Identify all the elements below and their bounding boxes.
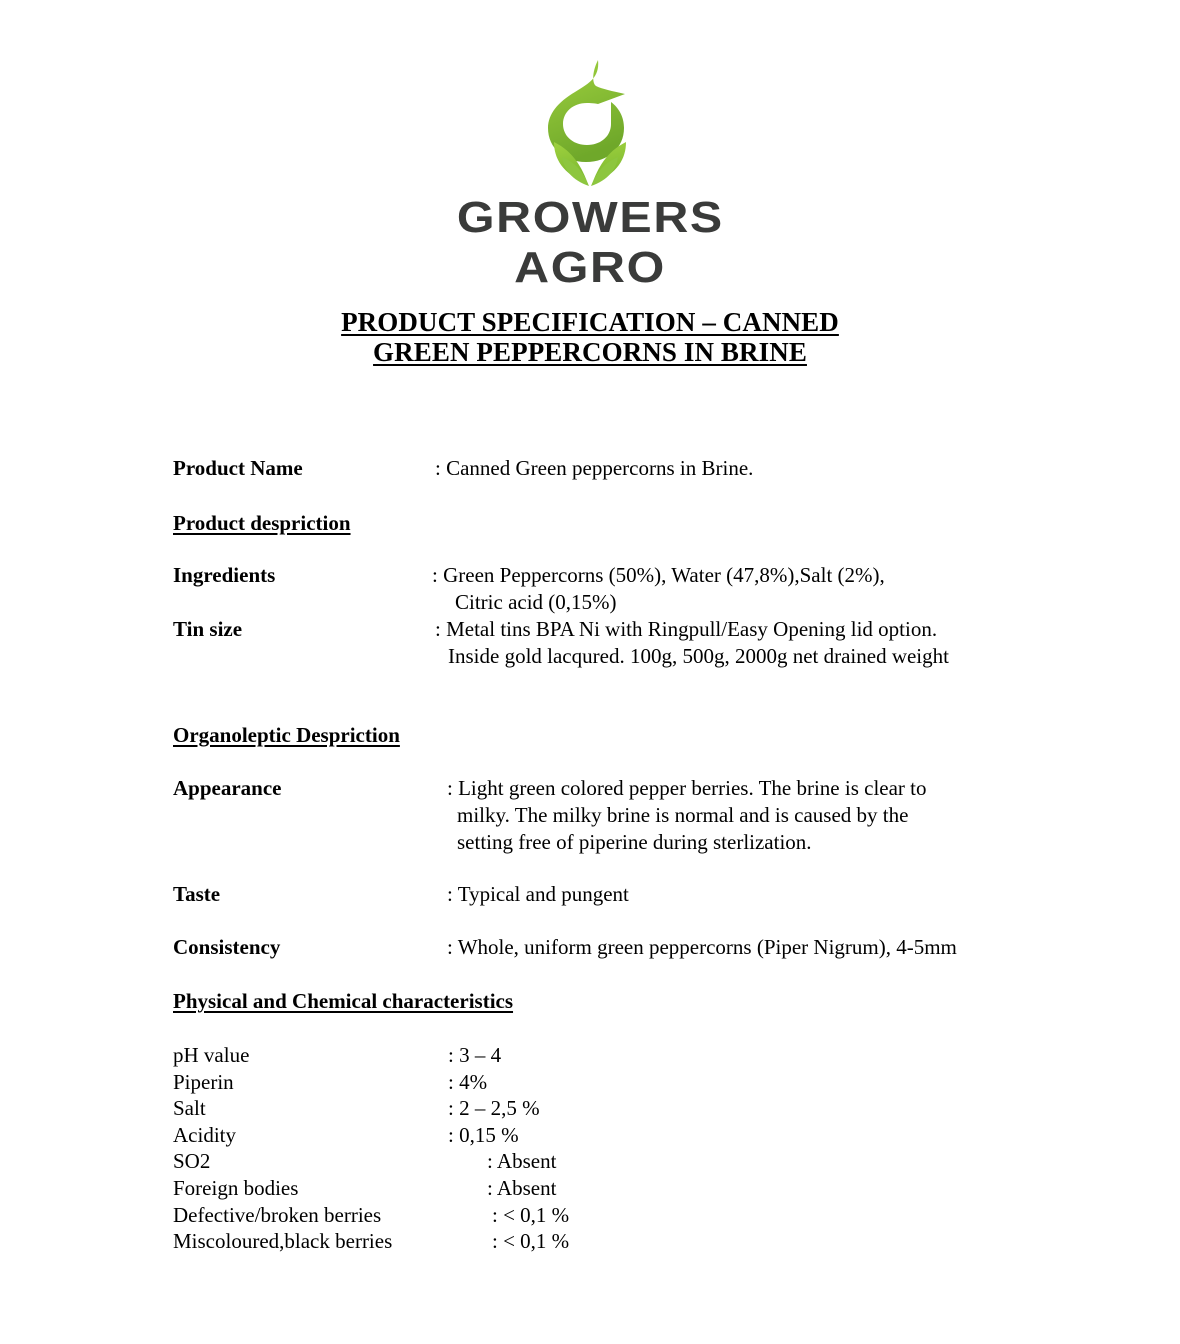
ingredients-label: Ingredients: [173, 563, 276, 587]
physical-chemical-row-label: Foreign bodies: [173, 1176, 299, 1200]
consistency-value: : Whole, uniform green peppercorns (Piper Nigrum), 4-5mm: [447, 935, 957, 959]
physical-chemical-row-value: : < 0,1 %: [492, 1202, 570, 1227]
physical-chemical-row-label: Defective/broken berries: [173, 1202, 382, 1227]
physical-chemical-row-label: SO2: [173, 1149, 211, 1174]
consistency-label: Consistency: [173, 935, 281, 959]
section-physical-chemical-heading: [173, 988, 513, 1015]
section-physical-chemical-heading-text: Physical and Chemical characteristics: [173, 989, 514, 1013]
physical-chemical-row-value: : 4%: [448, 1069, 488, 1094]
section-product-description-heading-text: Product despriction: [173, 511, 351, 535]
physical-chemical-row-label: Miscoloured,black berries: [173, 1229, 393, 1254]
section-organoleptic-heading-text: Organoleptic Despriction: [173, 723, 400, 747]
product-name-label: Product Name: [173, 456, 303, 480]
tin-size-label: Tin size: [173, 617, 243, 641]
physical-chemical-row-label: Acidity: [173, 1122, 236, 1147]
physical-chemical-row-label: Piperin: [173, 1069, 234, 1094]
tin-size-value-line-1: : Metal tins BPA Ni with Ringpull/Easy Opening lid option.: [435, 617, 938, 641]
brand-logo: [0, 58, 1180, 290]
section-product-description-heading: [173, 510, 351, 537]
physical-chemical-row-value: : 2 – 2,5 %: [448, 1096, 540, 1121]
ingredients-value-line-2: Citric acid (0,15%): [455, 590, 617, 614]
document-title: [0, 307, 1180, 367]
physical-chemical-row-value: : 0,15 %: [448, 1122, 519, 1147]
tin-size-value-line-2: Inside gold lacqured. 100g, 500g, 2000g net drained weight: [448, 644, 949, 668]
physical-chemical-row-label: Salt: [173, 1096, 206, 1121]
document-title-line-2: GREEN PEPPERCORNS IN BRINE: [373, 337, 807, 367]
brand-name-line-2: AGRO: [514, 243, 666, 292]
physical-chemical-row-label: pH value: [173, 1043, 250, 1067]
taste-label: Taste: [173, 882, 221, 906]
section-organoleptic-heading: [173, 722, 400, 749]
appearance-value-line-2: milky. The milky brine is normal and is caused by the: [457, 803, 909, 827]
leaf-g-monogram-icon: [530, 58, 650, 188]
physical-chemical-row-value: : Absent: [487, 1149, 557, 1174]
appearance-value-line-3: setting free of piperine during sterlization.: [457, 830, 812, 854]
brand-name-line-1: GROWERS: [456, 193, 724, 242]
product-name-value: : Canned Green peppercorns in Brine.: [435, 456, 754, 480]
document-title-line-1: PRODUCT SPECIFICATION – CANNED: [341, 307, 839, 337]
appearance-label: Appearance: [173, 776, 282, 800]
ingredients-value-line-1: : Green Peppercorns (50%), Water (47,8%),Salt (2%),: [432, 563, 885, 587]
taste-value: : Typical and pungent: [447, 882, 629, 906]
appearance-value-line-1: : Light green colored pepper berries. The brine is clear to: [447, 776, 927, 800]
physical-chemical-row-value: : 3 – 4: [448, 1043, 502, 1067]
brand-wordmark: [456, 193, 724, 292]
physical-chemical-row-value: : Absent: [487, 1176, 557, 1200]
physical-chemical-row-value: : < 0,1 %: [492, 1229, 570, 1254]
